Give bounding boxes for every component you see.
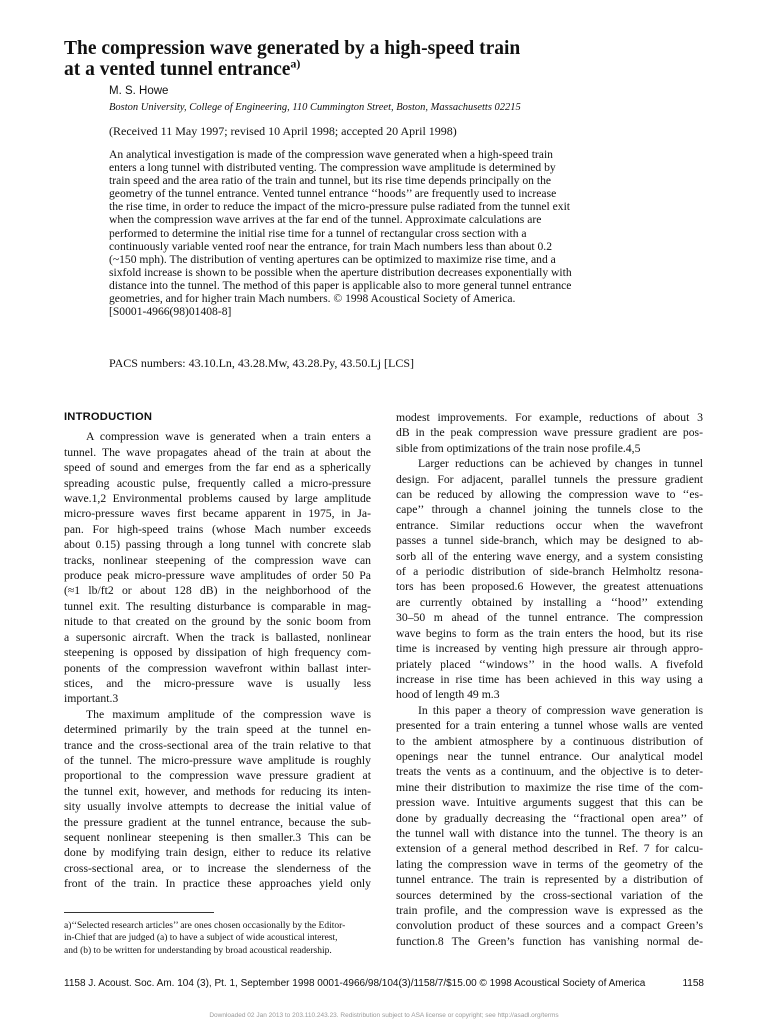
footer-citation: 1158 J. Acoust. Soc. Am. 104 (3), Pt. 1, September 1998 0001-4966/98/104(3)/1158/7/$15.00 © 1998 Acoustical Society of America (64, 978, 646, 989)
text-line: [S0001-4966(98)01408-8] (109, 305, 232, 319)
text-line: continuously variable vented roof near the entrance, for train Mach numbers less than about 0.2 (109, 239, 552, 253)
text-line: geometries, and for higher train Mach numbers. © 1998 Acoustical Society of America. (109, 292, 516, 306)
text-line: (~150 mph). The distribution of venting apertures can be optimized to maximize rise time, and a (109, 252, 556, 266)
text-line: extension of a general method described in Ref. 7 for calcu- (396, 842, 703, 856)
text-line: produce peak micro-pressure wave amplitudes of order 50 Pa (64, 569, 371, 583)
text-line: of the tunnel. The micro-pressure wave amplitude is roughly (64, 753, 371, 767)
section-heading-introduction: INTRODUCTION (64, 411, 153, 423)
text-line: can be reduced by allowing the compression wave to ‘‘es- (396, 488, 703, 502)
text-line: modest improvements. For example, reductions of about 3 (396, 411, 703, 424)
footer-page-number: 1158 (682, 978, 704, 989)
text-line: sources determined by the cross-sectional variation of the (396, 888, 703, 902)
text-line: entrance. Similar reductions occur when the wavefront (396, 518, 703, 532)
text-line: passes a tunnel side-branch, which may be designed to ab- (396, 534, 703, 548)
title-footnote-mark: a) (290, 56, 301, 71)
text-line: sorb all of the entering wave energy, and a system consisting (396, 549, 703, 563)
text-line: performed to determine the initial rise time for a tunnel of rectangular cross section with a (109, 226, 527, 240)
text-line: hood of length 49 m.3 (396, 688, 500, 702)
text-line: sity usually involve attempts to decrease the initial value of (64, 800, 371, 814)
text-line: design. For adjacent, parallel tunnels the pressure gradient (396, 472, 703, 486)
author-affiliation: Boston University, College of Engineering, 110 Cummington Street, Boston, Massachusetts 02215 (109, 102, 521, 113)
text-line: presented for a train entering a tunnel whose walls are vented (396, 719, 703, 733)
text-line: done by modifying train design, either to reduce its relative (64, 846, 371, 860)
text-line: tunnel exit. The resulting disturbance is comparable in mag- (64, 599, 371, 613)
download-notice: Downloaded 02 Jan 2013 to 203.110.243.23. Redistribution subject to ASA license or copyright; see http://asadl.org/terms (209, 1012, 559, 1019)
right-column-body (396, 410, 703, 949)
text-line: and (b) to be written for understanding by broad acoustical readership. (64, 945, 332, 956)
text-line: priately placed ‘‘windows’’ in the hood walls. A fivefold (396, 657, 703, 671)
text-line: steepening is opposed by dissipation of high frequency com- (64, 646, 371, 660)
text-line: important.3 (64, 692, 119, 706)
text-line: In this paper a theory of compression wave generation is (418, 703, 703, 717)
text-line: determined primarily by the train speed at the tunnel en- (64, 723, 371, 737)
left-column (64, 410, 371, 892)
text-line: stices, and the micro-pressure wave is usually less (64, 676, 371, 690)
left-column-body (64, 429, 371, 891)
text-line: ponents of the compression wavefront within ballast inter- (64, 661, 371, 675)
text-line: time is increased by venting high pressure air through appro- (396, 642, 703, 656)
text-line: sible from optimizations of the train nose profile.4,5 (396, 441, 641, 455)
text-line: The maximum amplitude of the compression wave is (86, 707, 371, 721)
text-line: done by gradually decreasing the ‘‘fractional open area’’ of (396, 811, 703, 825)
paper-title (64, 38, 724, 80)
text-line: train profile, and the compression wave is expressed as the (396, 904, 703, 917)
pacs-numbers: PACS numbers: 43.10.Ln, 43.28.Mw, 43.28.Py, 43.50.Lj [LCS] (109, 356, 415, 370)
text-line: tors has been proposed.6 However, the greatest attenuations (396, 580, 703, 594)
text-line: the pressure gradient at the tunnel entrance, because the sub- (64, 815, 371, 829)
text-line: proportional to the compression wave pressure gradient at (64, 769, 371, 783)
text-line: wave.1,2 Environmental problems caused by large amplitude (64, 492, 371, 506)
text-line: dB in the peak compression wave pressure gradient are pos- (396, 426, 703, 440)
text-line: a)‘‘Selected research articles’’ are ones chosen occasionally by the Editor- (64, 921, 346, 931)
text-line: sixfold increase is shown to be possible when the aperture distribution decreases exponentially with (109, 265, 572, 279)
text-line: in-Chief that are judged (a) to have a subject of wide acoustical interest, (64, 933, 338, 944)
text-line: Larger reductions can be achieved by changes in tunnel (418, 457, 703, 471)
text-line: cape’’ through a channel joining the tunnels close to the (396, 503, 703, 517)
text-line: An analytical investigation is made of the compression wave generated when a high-speed train (109, 148, 553, 161)
text-line: the tunnel exit, however, and methods for reducing its inten- (64, 784, 371, 798)
text-line: spreading acoustic pulse, frequently called a micro-pressure (64, 476, 371, 490)
text-line: sequent nonlinear steepening is then smaller.3 This can be (64, 830, 371, 844)
text-line: the rise time, in order to reduce the impact of the micro-pressure pulse radiated from the tunnel exit (109, 200, 571, 214)
text-line: enters a long tunnel with distributed venting. The compression wave amplitude is determined by (109, 161, 556, 175)
text-line: convolution product of these sources and a compact Green’s (396, 919, 703, 933)
text-line: openings near the tunnel entrance. Our analytical model (396, 749, 703, 763)
text-line: treats the vents as a continuum, and the objective is to deter- (396, 765, 703, 779)
text-line: geometry of the tunnel entrance. Vented tunnel entrance ‘‘hoods’’ are frequently used to increase (109, 187, 557, 201)
text-line: cross-sectional area, or to increase the slenderness of the (64, 861, 371, 875)
text-line: (≈1 lb/ft2 or about 128 dB) in the neighborhood of the (64, 584, 371, 598)
title-line-2: at a vented tunnel entrance (64, 59, 291, 80)
text-line: when the compression wave arrives at the far end of the tunnel. Approximate calculations are (109, 213, 542, 227)
text-line: pression wave. Intuitive arguments suggest that this can be (396, 796, 703, 810)
text-line: about 0.15) passing through a long tunnel with concrete slab (64, 538, 371, 552)
text-line: function.8 The Green’s function has vanishing normal de- (396, 934, 703, 948)
text-line: front of the train. In practice these approaches yield only (64, 877, 371, 891)
right-column (396, 410, 703, 949)
text-line: speed of sound and emerges from the far end as a spherically (64, 461, 371, 475)
text-line: trance and the cross-sectional area of the train relative to that (64, 738, 371, 752)
text-line: distance into the tunnel. The method of this paper is applicable also to more general tunnel entrance (109, 278, 572, 292)
received-dates: (Received 11 May 1997; revised 10 April 1998; accepted 20 April 1998) (109, 124, 457, 138)
text-line: micro-pressure waves first became apparent in 1975, in Ja- (64, 507, 371, 521)
text-line: are currently obtained by installing a ‘‘hood’’ extending (396, 595, 703, 609)
abstract (109, 148, 709, 318)
text-line: train speed and the area ratio of the train and tunnel, but its rise time depends principally on the (109, 174, 552, 188)
text-line: 30–50 m ahead of the tunnel entrance. The compression (396, 611, 703, 625)
text-line: increase in rise time has been achieved in this way using a (396, 672, 703, 686)
text-line: tracks, nonlinear steepening of the compression wave can (64, 553, 371, 567)
text-line: wave begins to form as the train enters the hood, but its rise (396, 626, 703, 640)
text-line: A compression wave is generated when a train enters a (86, 430, 371, 444)
text-line: of a periodic distribution of side-branch Helmholtz resona- (396, 565, 703, 579)
text-line: the tunnel wall with distance into the tunnel. The theory is an (396, 826, 703, 840)
text-line: pan. For high-speed trains (whose Mach number exceeds (64, 522, 371, 536)
text-line: nitude to that created on the ground by the sonic boom from (64, 615, 371, 629)
text-line: lating the compression wave in terms of the geometry of the (396, 857, 703, 871)
footnote (64, 920, 364, 957)
text-line: tunnel entrance. The train is represented by a distribution of (396, 873, 703, 887)
page-footer (64, 978, 704, 989)
author-name: M. S. Howe (109, 85, 169, 97)
footnote-divider (64, 912, 214, 913)
text-line: tunnel. The wave propagates ahead of the train at about the (64, 445, 371, 459)
title-line-1: The compression wave generated by a high-speed train (64, 38, 521, 59)
text-line: mine their distribution to maximize the rise time of the com- (396, 780, 703, 794)
text-line: to the ambient atmosphere by a continuous distribution of (396, 734, 703, 748)
text-line: a supersonic aircraft. When the track is ballasted, nonlinear (64, 630, 371, 644)
